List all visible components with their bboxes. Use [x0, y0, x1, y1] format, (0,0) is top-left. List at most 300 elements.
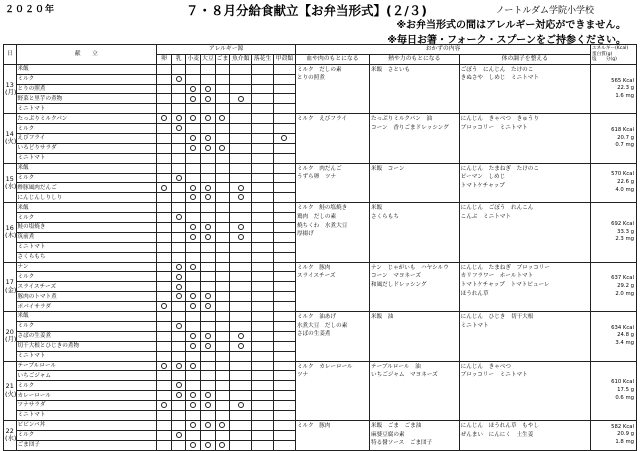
- allergen-cell: [186, 143, 201, 153]
- salt-value: 2.3 mg: [615, 236, 634, 243]
- allergen-circle-icon: [190, 185, 196, 191]
- allergen-cell: [274, 292, 296, 302]
- allergen-cell: [230, 401, 252, 411]
- allergen-cell: [252, 410, 274, 420]
- nutrition-cell: [591, 361, 637, 420]
- allergen-circle-icon: [161, 303, 167, 309]
- yellow-foods: [369, 163, 459, 203]
- allergen-cell: [201, 331, 216, 341]
- allergen-cell: [274, 381, 296, 391]
- paren-open: (: [5, 181, 8, 190]
- allergen-circle-icon: [176, 125, 182, 131]
- green-foods: [459, 312, 590, 361]
- allergen-cell: [215, 94, 230, 104]
- allergen-cell: [230, 134, 252, 144]
- allergen-cell: [215, 124, 230, 134]
- allergen-cell: [230, 381, 252, 391]
- red-foods: [295, 64, 369, 113]
- allergen-cell: [274, 371, 296, 381]
- allergen-cell: [252, 193, 274, 203]
- allergen-cell: [171, 114, 186, 124]
- menu-item: ビビンバ丼: [16, 420, 157, 430]
- allergen-cell: [274, 410, 296, 420]
- allergen-cell: [274, 262, 296, 272]
- allergen-cell: [157, 361, 172, 371]
- date-number: 20: [5, 327, 14, 336]
- allergen-cell: [215, 321, 230, 331]
- allergen-cell: [157, 143, 172, 153]
- allergen-cell: [252, 163, 274, 173]
- content-line: 特る醤ソース ごま団子: [370, 440, 433, 447]
- day-of-week: [5, 183, 15, 190]
- allergy-notice: ※お弁当形式の間はアレルギー対応ができません。: [396, 20, 626, 31]
- menu-item: ミルク: [16, 321, 157, 331]
- allergen-cell: [274, 391, 296, 401]
- content-line: ツナ: [296, 372, 309, 379]
- allergen-cell: [186, 391, 201, 401]
- day-of-week: [5, 287, 15, 294]
- allergen-cell: [252, 114, 274, 124]
- content-line: ナン じゃがいも ハヤシルウ: [370, 264, 449, 271]
- allergen-cell: [157, 312, 172, 322]
- allergen-cell: [230, 183, 252, 193]
- paren-close: ): [13, 285, 17, 294]
- paren-open: (: [5, 389, 8, 398]
- allergen-cell: [171, 361, 186, 371]
- allergen-cell: [215, 183, 230, 193]
- allergen-circle-icon: [205, 402, 211, 408]
- allergen-cell: [215, 242, 230, 252]
- salt-value: 0.6 mg: [615, 394, 634, 401]
- allergen-circle-icon: [219, 422, 225, 428]
- allergen-cell: [252, 143, 274, 153]
- energy-value: 692 Kcal: [611, 220, 634, 227]
- allergen-cell: [215, 64, 230, 74]
- nutrition-cell: [591, 312, 637, 361]
- nutrition-cell: [591, 203, 637, 262]
- allergen-cell: [171, 430, 186, 440]
- allergen-cell: [157, 114, 172, 124]
- allergen-cell: [186, 312, 201, 322]
- allergen-cell: [274, 272, 296, 282]
- allergen-cell: [230, 321, 252, 331]
- paren-open: (: [5, 231, 8, 240]
- allergen-cell: [252, 341, 274, 351]
- dow-label: 火: [7, 389, 14, 398]
- allergen-cell: [186, 410, 201, 420]
- allergen-cell: [230, 351, 252, 361]
- allergen-cell: [215, 331, 230, 341]
- allergen-cell: [186, 361, 201, 371]
- allergen-cell: [252, 321, 274, 331]
- allergen-cell: [252, 124, 274, 134]
- allergen-cell: [171, 124, 186, 134]
- allergen-cell: [274, 430, 296, 440]
- content-line: 麻婆豆腐の素: [370, 431, 405, 438]
- menu-item: いちごジャム: [16, 371, 157, 381]
- allergen-cell: [171, 84, 186, 94]
- allergen-cell: [186, 232, 201, 242]
- allergen-circle-icon: [238, 234, 244, 240]
- allergen-cell: [201, 124, 216, 134]
- allergen-cell: [215, 232, 230, 242]
- content-line: 米飯 コーン: [370, 165, 405, 172]
- allergen-cell: [252, 361, 274, 371]
- paren-open: (: [5, 137, 8, 146]
- date-cell: [4, 203, 17, 262]
- allergen-cell: [171, 104, 186, 114]
- allergen-cell: [274, 302, 296, 312]
- allergen-cell: [230, 153, 252, 163]
- allergen-cell: [186, 134, 201, 144]
- yellow-header: 熱や力のもとになる: [369, 54, 459, 64]
- allergen-cell: [186, 371, 201, 381]
- allergen-cell: [215, 163, 230, 173]
- allergen-circle-icon: [205, 293, 211, 299]
- energy-label: エネルギー(Kcal): [592, 46, 629, 52]
- allergen-header: 卵: [157, 54, 172, 64]
- red-foods: [295, 203, 369, 262]
- date-number: 14: [5, 130, 14, 139]
- day-of-week: [5, 232, 15, 239]
- salt-value: 4.0 mg: [615, 186, 634, 193]
- allergen-cell: [201, 341, 216, 351]
- content-line: にんじん ひじき 切干大根: [460, 314, 534, 321]
- allergen-circle-icon: [238, 343, 244, 349]
- allergen-cell: [274, 242, 296, 252]
- allergen-cell: [230, 341, 252, 351]
- allergen-circle-icon: [205, 234, 211, 240]
- allergen-cell: [215, 153, 230, 163]
- green-foods: [459, 163, 590, 203]
- content-line: さくらもち: [370, 213, 399, 220]
- allergen-cell: [215, 173, 230, 183]
- energy-value: 610 Kcal: [611, 379, 634, 386]
- menu-item: 米飯: [16, 64, 157, 74]
- date-cell: [4, 163, 17, 203]
- allergen-cell: [186, 163, 201, 173]
- allergen-cell: [201, 292, 216, 302]
- allergen-cell: [201, 391, 216, 401]
- allergen-cell: [171, 134, 186, 144]
- allergen-cell: [274, 173, 296, 183]
- content-line: にんじん たまねぎ ブロッコリー: [460, 264, 551, 271]
- salt-value: 3.4 mg: [615, 340, 634, 347]
- allergen-circle-icon: [190, 303, 196, 309]
- allergen-cell: [186, 84, 201, 94]
- paren-open: (: [5, 285, 8, 294]
- allergen-cell: [157, 410, 172, 420]
- allergen-cell: [252, 381, 274, 391]
- allergen-cell: [157, 232, 172, 242]
- allergen-cell: [252, 213, 274, 223]
- allergen-circle-icon: [205, 86, 211, 92]
- protein-value: 22.6 g: [617, 179, 634, 186]
- allergen-cell: [274, 193, 296, 203]
- allergen-cell: [252, 272, 274, 282]
- salt-value: 1.6 mg: [615, 92, 634, 99]
- content-line: トマトケチャップ: [460, 183, 505, 189]
- allergen-cell: [274, 163, 296, 173]
- allergen-cell: [171, 94, 186, 104]
- allergen-header: 乳: [171, 54, 186, 64]
- allergen-cell: [252, 331, 274, 341]
- red-foods: [295, 114, 369, 163]
- content-line: ぜんまい にんにく 土生姜: [460, 431, 534, 438]
- allergen-cell: [171, 203, 186, 213]
- allergen-cell: [230, 361, 252, 371]
- allergen-cell: [274, 223, 296, 233]
- allergen-cell: [215, 401, 230, 411]
- allergen-cell: [186, 430, 201, 440]
- allergen-cell: [215, 193, 230, 203]
- paren-close: ): [13, 231, 17, 240]
- allergen-cell: [201, 371, 216, 381]
- allergen-cell: [252, 223, 274, 233]
- content-line: にんじん きゃべつ きゅうり: [460, 116, 539, 123]
- allergen-cell: [274, 401, 296, 411]
- menu-item: 筑前煮: [16, 232, 157, 242]
- allergen-cell: [215, 361, 230, 371]
- allergen-cell: [230, 193, 252, 203]
- protein-value: 17.5 g: [617, 386, 634, 393]
- allergen-circle-icon: [205, 194, 211, 200]
- yellow-foods: [369, 361, 459, 420]
- allergen-cell: [171, 341, 186, 351]
- content-line: コーン 香りごまドレッシング: [370, 124, 449, 131]
- allergen-cell: [274, 114, 296, 124]
- allergen-cell: [171, 440, 186, 450]
- allergen-cell: [215, 282, 230, 292]
- allergen-cell: [230, 163, 252, 173]
- dow-label: 木: [7, 231, 14, 240]
- allergen-cell: [274, 74, 296, 84]
- allergen-circle-icon: [205, 185, 211, 191]
- allergen-cell: [186, 203, 201, 213]
- content-line: トマトケチャップ トマトピューレ: [460, 281, 550, 288]
- allergen-cell: [215, 351, 230, 361]
- allergen-cell: [157, 173, 172, 183]
- allergen-circle-icon: [176, 284, 182, 290]
- allergen-cell: [230, 223, 252, 233]
- allergen-cell: [157, 351, 172, 361]
- content-line: きぬさや しめじ ミニトマト: [460, 75, 539, 82]
- allergen-cell: [215, 391, 230, 401]
- content-line: ミニトマト: [460, 322, 489, 329]
- allergen-cell: [230, 232, 252, 242]
- allergen-cell: [186, 64, 201, 74]
- allergen-cell: [252, 242, 274, 252]
- green-foods: [459, 203, 590, 262]
- allergen-cell: [201, 94, 216, 104]
- allergen-cell: [274, 104, 296, 114]
- allergen-circle-icon: [219, 145, 225, 151]
- allergen-cell: [157, 124, 172, 134]
- energy-value: 634 Kcal: [611, 324, 634, 331]
- day-of-week: [5, 138, 15, 145]
- green-foods: [459, 361, 590, 420]
- allergen-cell: [274, 203, 296, 213]
- protein-value: 33.3 g: [617, 228, 634, 235]
- nutrition-cell: [591, 262, 637, 311]
- allergen-cell: [215, 430, 230, 440]
- allergen-circle-icon: [176, 363, 182, 369]
- allergen-circle-icon: [219, 442, 225, 448]
- allergen-cell: [230, 420, 252, 430]
- allergen-cell: [252, 94, 274, 104]
- allergen-cell: [252, 252, 274, 262]
- day-of-week: [5, 89, 15, 96]
- allergen-cell: [215, 292, 230, 302]
- allergen-cell: [274, 440, 296, 450]
- protein-value: 20.9 g: [617, 431, 634, 438]
- protein-value: 20.7 g: [617, 134, 634, 141]
- menu-item: ミルク: [16, 74, 157, 84]
- allergen-header: ごま: [215, 54, 230, 64]
- allergen-cell: [171, 401, 186, 411]
- allergen-circle-icon: [161, 402, 167, 408]
- allergen-cell: [230, 282, 252, 292]
- allergen-cell: [230, 262, 252, 272]
- allergen-cell: [201, 272, 216, 282]
- salt-value: 2.0 mg: [615, 290, 634, 297]
- allergen-cell: [201, 410, 216, 420]
- allergen-cell: [252, 84, 274, 94]
- table-row: [4, 203, 637, 213]
- allergen-cell: [215, 381, 230, 391]
- allergen-cell: [215, 371, 230, 381]
- allergen-cell: [171, 262, 186, 272]
- menu-item: にんじんしりしり: [16, 193, 157, 203]
- allergen-cell: [157, 341, 172, 351]
- content-line: ほうれん草: [460, 290, 489, 297]
- yellow-foods: [369, 203, 459, 262]
- allergen-cell: [230, 292, 252, 302]
- allergen-cell: [230, 114, 252, 124]
- date-cell: [4, 361, 17, 420]
- allergen-cell: [201, 381, 216, 391]
- allergen-cell: [230, 143, 252, 153]
- allergen-cell: [171, 282, 186, 292]
- utensils-notice: ※毎日お箸・フォーク・スプーンをご持参ください。: [387, 35, 626, 46]
- allergen-cell: [171, 351, 186, 361]
- content-line: にんじん ほうれん草 もやし: [460, 422, 539, 429]
- protein-value: 24.8 g: [617, 332, 634, 339]
- allergen-circle-icon: [190, 115, 196, 121]
- allergen-circle-icon: [205, 422, 211, 428]
- date-number: 13: [5, 80, 14, 89]
- allergen-cell: [230, 391, 252, 401]
- allergen-cell: [230, 74, 252, 84]
- allergen-cell: [171, 302, 186, 312]
- allergen-cell: [157, 440, 172, 450]
- allergen-cell: [186, 381, 201, 391]
- allergen-cell: [215, 410, 230, 420]
- allergen-cell: [230, 104, 252, 114]
- allergen-cell: [171, 242, 186, 252]
- allergen-cell: [252, 282, 274, 292]
- allergen-cell: [274, 321, 296, 331]
- allergen-cell: [230, 252, 252, 262]
- green-foods: [459, 420, 590, 450]
- allergen-cell: [230, 331, 252, 341]
- allergen-circle-icon: [205, 392, 211, 398]
- content-line: にんじん きゃべつ: [460, 363, 511, 370]
- allergen-cell: [201, 74, 216, 84]
- allergen-cell: [201, 64, 216, 74]
- allergen-cell: [171, 153, 186, 163]
- allergen-cell: [215, 341, 230, 351]
- content-line: ミルク えびフライ: [296, 116, 348, 123]
- allergen-cell: [201, 321, 216, 331]
- allergen-circle-icon: [176, 175, 182, 181]
- content-line: 水煮大豆 だしの素: [296, 322, 348, 329]
- allergen-circle-icon: [205, 96, 211, 102]
- content-line: ブロッコリー ミニトマト: [460, 124, 528, 131]
- menu-item: ミルク: [16, 272, 157, 282]
- allergen-circle-icon: [190, 392, 196, 398]
- day-of-week: [5, 336, 15, 343]
- content-line: 焼ちくわ 水煮大豆: [296, 222, 348, 229]
- nutrition-header: [591, 45, 637, 65]
- allergen-cell: [215, 134, 230, 144]
- allergen-cell: [252, 203, 274, 213]
- allergen-cell: [274, 252, 296, 262]
- yellow-foods: [369, 114, 459, 163]
- menu-item: 米飯: [16, 203, 157, 213]
- allergen-cell: [252, 173, 274, 183]
- allergen-circle-icon: [176, 432, 182, 438]
- allergen-cell: [186, 302, 201, 312]
- allergen-circle-icon: [190, 363, 196, 369]
- allergen-cell: [215, 420, 230, 430]
- allergen-cell: [201, 163, 216, 173]
- yellow-foods: [369, 312, 459, 361]
- allergen-header: 甲殻類: [274, 54, 296, 64]
- allergen-circle-icon: [176, 214, 182, 220]
- red-foods: [295, 312, 369, 361]
- allergen-cell: [171, 410, 186, 420]
- nutrition-cell: [591, 64, 637, 113]
- content-line: こんぶ ミニトマト: [460, 213, 511, 220]
- allergen-cell: [171, 381, 186, 391]
- allergen-circle-icon: [281, 135, 287, 141]
- allergen-header: 大豆: [201, 54, 216, 64]
- allergen-cell: [274, 361, 296, 371]
- allergen-cell: [157, 203, 172, 213]
- allergen-cell: [274, 351, 296, 361]
- content-line: たっぷりミルクパン 油: [370, 116, 433, 123]
- allergen-cell: [186, 252, 201, 262]
- allergen-cell: [230, 371, 252, 381]
- allergen-cell: [252, 64, 274, 74]
- content-line: 鶏肉 だしの素: [296, 213, 337, 220]
- allergen-circle-icon: [238, 185, 244, 191]
- allergen-cell: [186, 242, 201, 252]
- date-cell: [4, 420, 17, 450]
- menu-item: ごま団子: [16, 440, 157, 450]
- allergen-cell: [171, 292, 186, 302]
- allergen-cell: [274, 134, 296, 144]
- allergen-circle-icon: [190, 343, 196, 349]
- allergen-cell: [252, 401, 274, 411]
- allergen-cell: [215, 213, 230, 223]
- allergen-circle-icon: [190, 234, 196, 240]
- salt-label: 塩 分(g): [592, 57, 617, 63]
- energy-value: 618 Kcal: [611, 126, 634, 133]
- allergen-cell: [157, 272, 172, 282]
- allergen-header: 落花生: [252, 54, 274, 64]
